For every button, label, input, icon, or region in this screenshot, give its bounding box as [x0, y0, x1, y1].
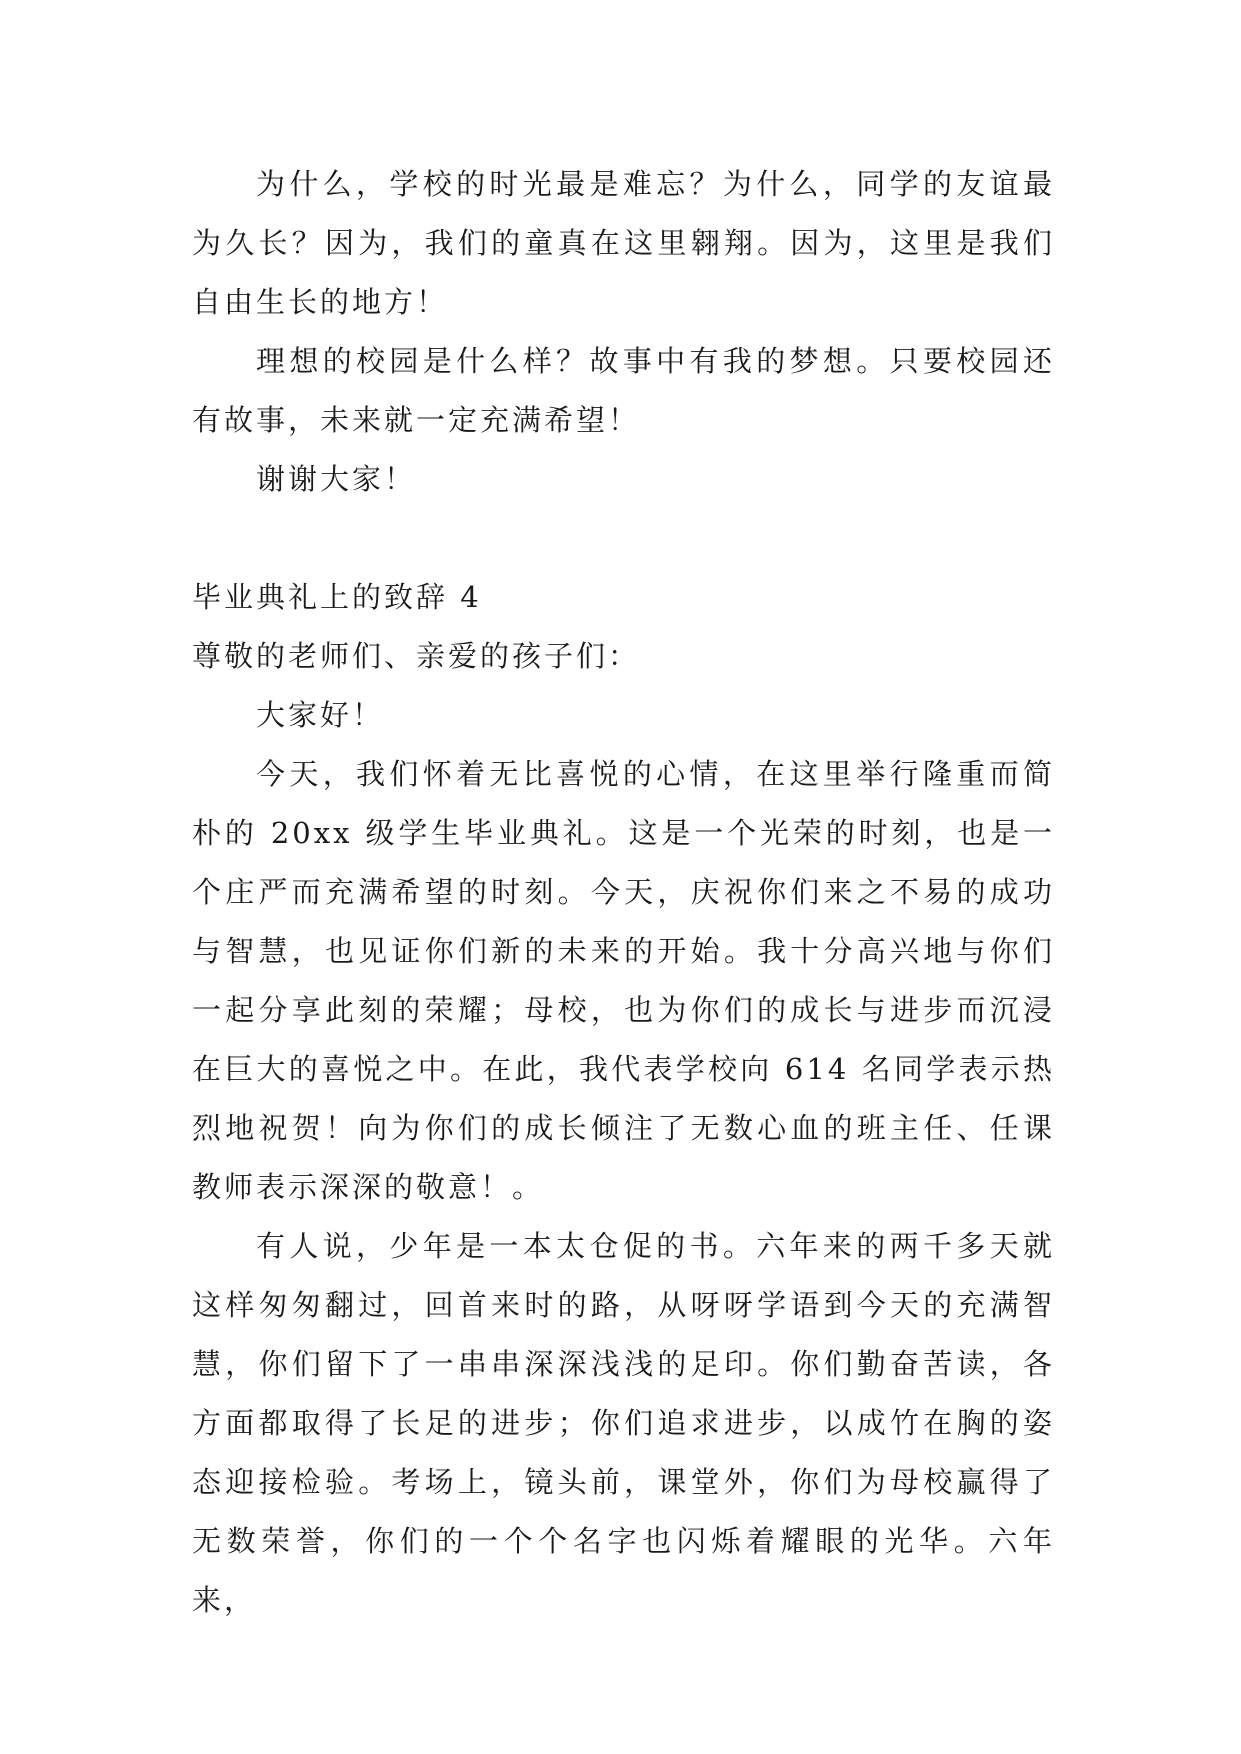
salutation: 尊敬的老师们、亲爱的孩子们： [192, 639, 641, 673]
section-title: 毕业典礼上的致辞 4 [192, 580, 482, 614]
paragraph: 今天，我们怀着无比喜悦的心情，在这里举行隆重而简朴的 20xx 级学生毕业典礼。这是一个光荣的时刻，也是一个庄严而充满希望的时刻。今天，庆祝你们来之不易的成功与智慧，也见证你们新的未来的开始。我十分高兴地与你们一起分享此刻的荣耀；母校，也为你们的成长与进步而沉浸在巨大的喜悦之中。在此，我代表学校向 614 名同学表示热烈地祝贺！向为你们的成长倾注了无数心血的班主任、任课教师表示深深的敬意！。 [192, 757, 1055, 1204]
paragraph: 大家好！ [256, 698, 385, 732]
paragraph: 谢谢大家！ [256, 462, 417, 496]
paragraph: 为什么，学校的时光最是难忘？为什么，同学的友谊最为久长？因为，我们的童真在这里翱翔。因为，这里是我们自由生长的地方！ [192, 167, 1055, 319]
section-gap [192, 509, 1055, 568]
paragraph: 理想的校园是什么样？故事中有我的梦想。只要校园还有故事，未来就一定充满希望！ [192, 344, 1055, 437]
document-body [192, 155, 1055, 1630]
paragraph: 有人说，少年是一本太仓促的书。六年来的两千多天就这样匆匆翻过，回首来时的路，从呀呀学语到今天的充满智慧，你们留下了一串串深深浅浅的足印。你们勤奋苦读，各方面都取得了长足的进步；你们追求进步，以成竹在胸的姿态迎接检验。考场上，镜头前，课堂外，你们为母校赢得了无数荣誉，你们的一个个名字也闪烁着耀眼的光华。六年来， [192, 1229, 1055, 1617]
